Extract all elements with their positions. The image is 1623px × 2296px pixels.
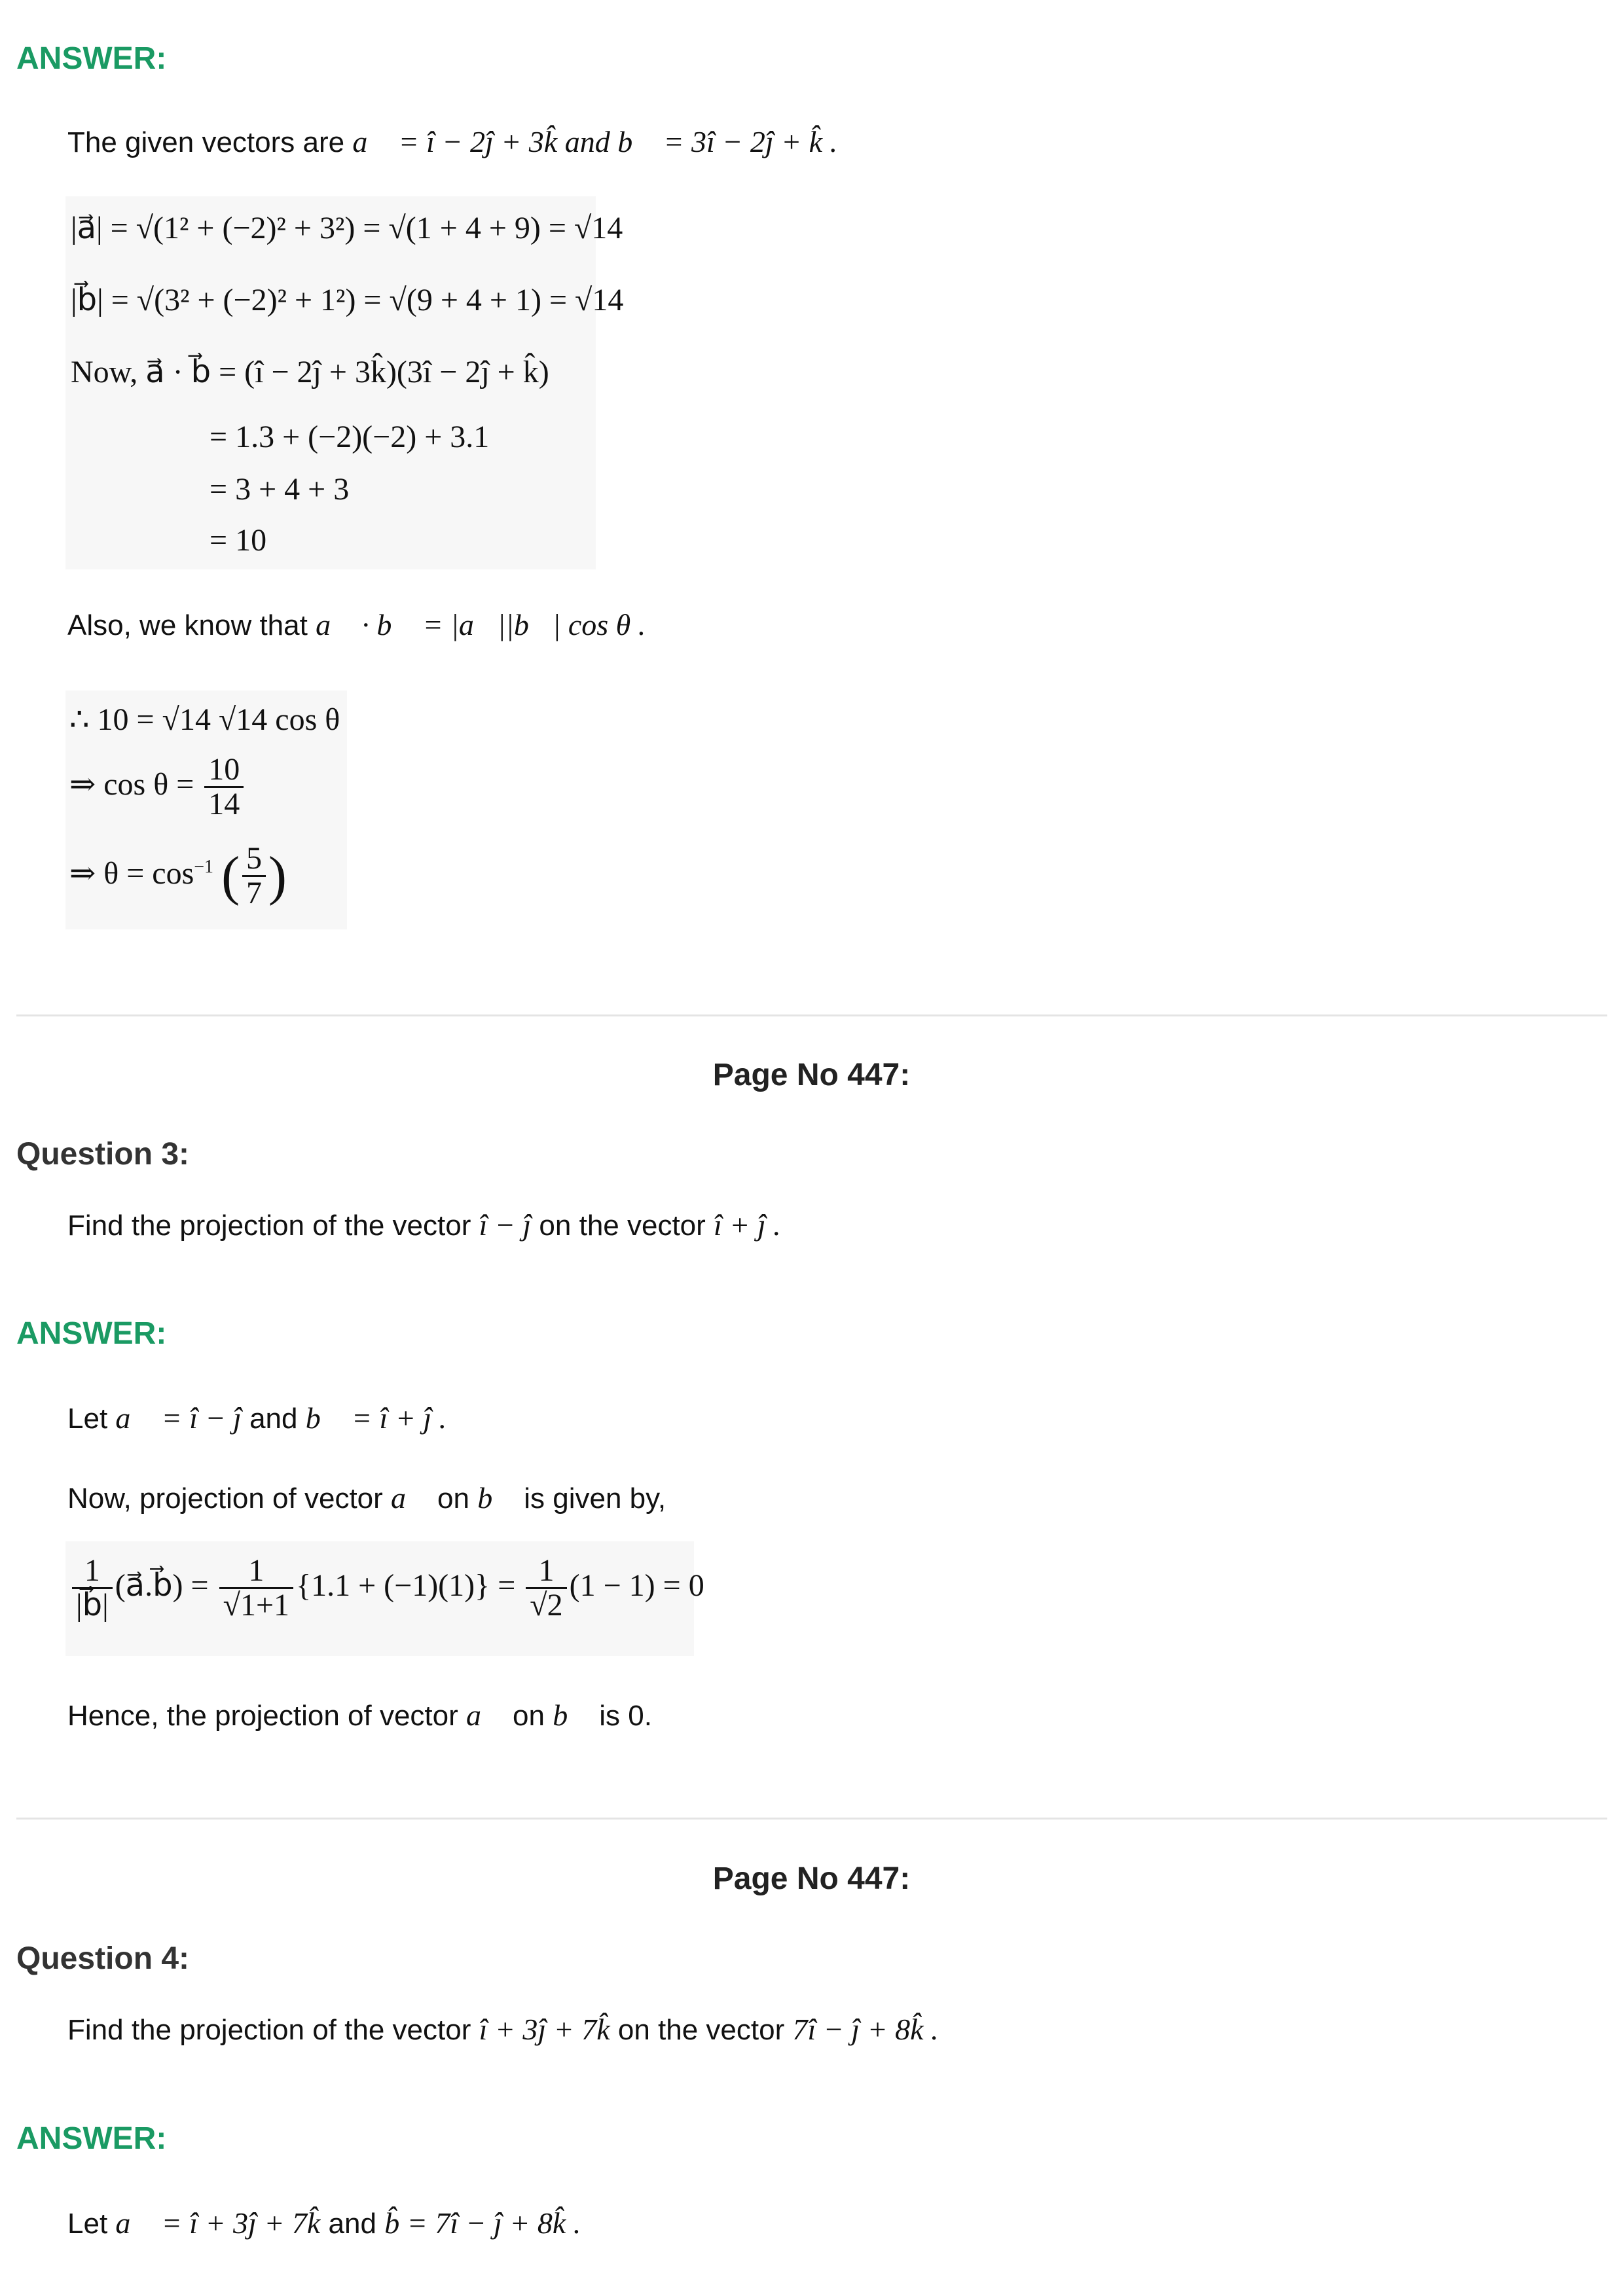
projection-text-a: Now, projection of vector bbox=[67, 1482, 383, 1515]
question-vector-2: 7î − ĵ + 8k̂ . bbox=[792, 2013, 939, 2046]
question-vector-1: î + 3ĵ + 7k̂ bbox=[479, 2013, 610, 2046]
question-vector-1: î − ĵ bbox=[479, 1208, 532, 1242]
also-line bbox=[67, 607, 646, 642]
question-heading: Question 3: bbox=[16, 1137, 190, 1172]
page-number: Page No 447: bbox=[712, 1861, 911, 1896]
magnitude-b-line: |b⃗| = √(3² + (−2)² + 1²) = √(9 + 4 + 1) = √14 bbox=[71, 283, 624, 317]
projection-formula bbox=[69, 1554, 704, 1623]
section-divider bbox=[16, 1818, 1607, 1820]
question-text-mid: on the vector bbox=[539, 1210, 706, 1242]
section-divider bbox=[16, 1014, 1607, 1016]
formula-part-3: (1 − 1) = 0 bbox=[569, 1568, 704, 1603]
projection-text-on: on bbox=[437, 1482, 469, 1515]
projection-vec-b: b⃗ bbox=[477, 1481, 517, 1515]
question-text-mid: on the vector bbox=[617, 2014, 785, 2046]
projection-intro-line bbox=[67, 1480, 666, 1515]
given-vectors-math: a⃗ = î − 2ĵ + 3k̂ and b⃗ = 3î − 2ĵ + k̂ . bbox=[352, 125, 838, 158]
projection-vec-a: a⃗ bbox=[391, 1481, 429, 1515]
formula-fraction-1-den: |b⃗| bbox=[76, 1588, 109, 1623]
magnitude-a-line: |a⃗| = √(1² + (−2)² + 3²) = √(1 + 4 + 9) = √14 bbox=[71, 211, 623, 245]
question-text bbox=[67, 1208, 781, 1242]
hence-end: is 0. bbox=[599, 1700, 652, 1732]
dot-product-step-3: = 10 bbox=[210, 523, 267, 558]
question-text-start: Find the projection of the vector bbox=[67, 2014, 471, 2046]
angle-result-block bbox=[65, 691, 347, 929]
let-line bbox=[67, 2206, 581, 2240]
cos-fraction-num: 10 bbox=[204, 753, 244, 788]
formula-fraction-2-den: √1+1 bbox=[223, 1588, 290, 1623]
let-vector-b: b̂ = 7î − ĵ + 8k̂ . bbox=[384, 2206, 581, 2240]
projection-formula-block bbox=[65, 1541, 704, 1656]
let-vector-a: a⃗ = î − ĵ bbox=[115, 1401, 242, 1435]
hence-on: on bbox=[513, 1700, 545, 1732]
close-paren: ) bbox=[268, 845, 287, 906]
hence-vec-b: b⃗ bbox=[553, 1698, 591, 1732]
open-paren: ( bbox=[221, 845, 240, 906]
formula-fraction-3-num: 1 bbox=[526, 1554, 566, 1589]
theta-fraction bbox=[242, 842, 266, 910]
hence-line bbox=[67, 1698, 652, 1732]
let-and: and bbox=[249, 1403, 298, 1435]
question-vector-2: î + ĵ . bbox=[714, 1208, 781, 1242]
formula-fraction-3-den: √2 bbox=[530, 1588, 563, 1623]
answer-heading: ANSWER: bbox=[16, 2121, 167, 2156]
result-line-2 bbox=[69, 753, 246, 821]
formula-fraction-1 bbox=[72, 1554, 113, 1623]
page-number: Page No 447: bbox=[712, 1058, 911, 1092]
result-line-3-lhs: ⇒ θ = cos bbox=[69, 855, 194, 891]
formula-part-1: (a⃗.b⃗) = bbox=[115, 1568, 209, 1603]
formula-fraction-1-num: 1 bbox=[72, 1554, 113, 1589]
dot-product-step-2: = 3 + 4 + 3 bbox=[210, 472, 350, 507]
dot-product-line: Now, a⃗ · b⃗ = (î − 2ĵ + 3k̂)(3î − 2ĵ + k̂) bbox=[71, 355, 549, 389]
projection-text-b: is given by, bbox=[524, 1482, 666, 1515]
magnitude-dot-product-block bbox=[65, 196, 624, 569]
inverse-exponent: −1 bbox=[194, 856, 214, 877]
formula-part-2: {1.1 + (−1)(1)} = bbox=[296, 1568, 516, 1603]
formula-fraction-3 bbox=[526, 1554, 566, 1623]
let-and: and bbox=[328, 2208, 376, 2240]
formula-fraction-2 bbox=[219, 1554, 293, 1623]
question-heading: Question 4: bbox=[16, 1941, 190, 1976]
question-text-start: Find the projection of the vector bbox=[67, 1210, 471, 1242]
cos-fraction bbox=[204, 753, 244, 821]
let-text: Let bbox=[67, 1403, 108, 1435]
also-math: a⃗ · b⃗ = |a⃗||b⃗| cos θ . bbox=[316, 608, 646, 641]
also-text: Also, we know that bbox=[67, 609, 308, 641]
result-line-1: ∴ 10 = √14 √14 cos θ bbox=[69, 702, 340, 737]
hence-text: Hence, the projection of vector bbox=[67, 1700, 458, 1732]
theta-fraction-num: 5 bbox=[242, 842, 266, 877]
let-vector-b: b⃗ = î + ĵ . bbox=[305, 1401, 447, 1435]
formula-fraction-2-num: 1 bbox=[219, 1554, 293, 1589]
dot-product-step-1: = 1.3 + (−2)(−2) + 3.1 bbox=[210, 420, 490, 454]
given-vectors-line bbox=[67, 124, 837, 159]
let-line bbox=[67, 1401, 447, 1435]
answer-heading: ANSWER: bbox=[16, 41, 167, 76]
cos-fraction-den: 14 bbox=[208, 787, 240, 822]
result-line-3 bbox=[69, 842, 287, 910]
theta-fraction-den: 7 bbox=[246, 876, 263, 911]
answer-heading: ANSWER: bbox=[16, 1316, 167, 1351]
let-vector-a: a⃗ = î + 3ĵ + 7k̂ bbox=[115, 2206, 321, 2240]
result-line-2-lhs: ⇒ cos θ = bbox=[69, 766, 194, 802]
let-text: Let bbox=[67, 2208, 108, 2240]
given-vectors-text: The given vectors are bbox=[67, 126, 345, 158]
question-text bbox=[67, 2012, 939, 2047]
hence-vec-a: a⃗ bbox=[466, 1698, 505, 1732]
